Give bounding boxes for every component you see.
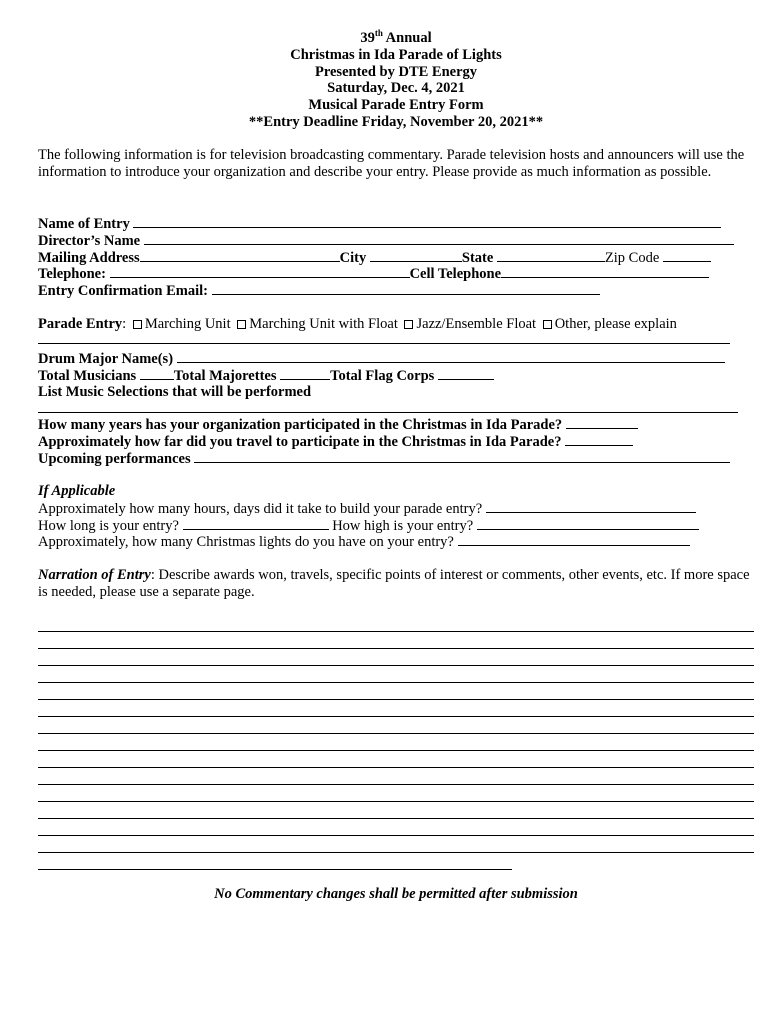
other-explain-field[interactable] (38, 343, 730, 344)
name-of-entry-field[interactable] (133, 215, 721, 228)
music-selections-row: List Music Selections that will be performed (38, 383, 312, 400)
history-section (38, 416, 754, 466)
years-row: How many years has your organization participated in the Christmas in Ida Parade? (38, 416, 754, 433)
narration-line[interactable] (38, 836, 754, 853)
name-of-entry-row: Name of Entry (38, 215, 754, 232)
narration-line[interactable] (38, 717, 754, 734)
parade-entry-section (38, 316, 754, 344)
narration-line[interactable] (38, 768, 754, 785)
checkbox-jazz-ensemble-float[interactable] (404, 320, 413, 329)
travel-field[interactable] (565, 433, 633, 446)
checkbox-marching-unit[interactable] (133, 320, 142, 329)
travel-row: Approximately how far did you travel to participate in the Christmas in Ida Parade? (38, 433, 754, 450)
narration-section: Narration of Entry: Describe awards won, travels, specific points of interest or comments, other events, etc. If more space is needed, please use a separate page. (38, 567, 750, 600)
drum-major-row: Drum Major Name(s) (38, 350, 754, 367)
parade-entry-row: Parade Entry: Marching Unit Marching Unit with Float Jazz/Ensemble Float Other, please explain (38, 316, 677, 332)
narration-line[interactable] (38, 785, 754, 802)
cell-telephone-field[interactable] (501, 265, 709, 278)
confirmation-email-row: Entry Confirmation Email: (38, 282, 754, 299)
narration-line[interactable] (38, 734, 754, 751)
narration-line[interactable] (38, 666, 754, 683)
mailing-address-field[interactable] (140, 249, 340, 262)
telephone-field[interactable] (110, 265, 410, 278)
header-event-title: Christmas in Ida Parade of Lights (290, 46, 502, 63)
narration-lines[interactable] (38, 615, 754, 870)
lights-row: Approximately, how many Christmas lights do you have on your entry? (38, 533, 754, 550)
directors-name-row: Director’s Name (38, 232, 754, 249)
narration-line[interactable] (38, 615, 754, 632)
applicable-heading: If Applicable (38, 483, 116, 499)
state-field[interactable] (497, 249, 605, 262)
narration-line[interactable] (38, 802, 754, 819)
musicians-section (38, 350, 754, 413)
telephone-row: Telephone: Cell Telephone (38, 265, 754, 282)
form-header (0, 30, 770, 131)
narration-line[interactable] (38, 683, 754, 700)
narration-line-last[interactable] (38, 853, 512, 870)
narration-line[interactable] (38, 649, 754, 666)
narration-line[interactable] (38, 632, 754, 649)
narration-line[interactable] (38, 700, 754, 717)
checkbox-marching-unit-float[interactable] (237, 320, 246, 329)
directors-name-field[interactable] (144, 232, 734, 245)
length-field[interactable] (183, 517, 329, 530)
narration-line[interactable] (38, 819, 754, 836)
header-date: Saturday, Dec. 4, 2021 (327, 80, 465, 97)
size-row: How long is your entry? How high is your entry? (38, 517, 754, 534)
intro-paragraph: The following information is for television broadcasting commentary. Parade television hosts and announcers will use the information to introduce your organization and describe your entry. Please provide as much information as possible. (38, 147, 745, 180)
drum-major-field[interactable] (177, 350, 725, 363)
confirmation-email-field[interactable] (212, 282, 600, 295)
total-majorettes-field[interactable] (280, 367, 330, 380)
total-musicians-field[interactable] (140, 367, 174, 380)
build-time-field[interactable] (486, 500, 696, 513)
header-annual: 39th Annual (360, 28, 432, 46)
height-field[interactable] (477, 517, 699, 530)
header-sponsor: Presented by DTE Energy (314, 63, 478, 80)
build-time-row: Approximately how many hours, days did it take to build your parade entry? (38, 500, 754, 517)
lights-field[interactable] (458, 533, 690, 546)
mailing-address-row: Mailing Address City State Zip Code (38, 249, 754, 266)
entry-info-section (38, 215, 754, 299)
city-field[interactable] (370, 249, 462, 262)
upcoming-field[interactable] (194, 450, 730, 463)
footer-note: No Commentary changes shall be permitted after submission (214, 886, 578, 902)
zip-code-field[interactable] (663, 249, 711, 262)
applicable-section (38, 483, 754, 550)
narration-line[interactable] (38, 751, 754, 768)
upcoming-row: Upcoming performances (38, 450, 754, 467)
years-field[interactable] (566, 416, 638, 429)
header-deadline: **Entry Deadline Friday, November 20, 2021** (248, 113, 544, 130)
music-selections-field[interactable] (38, 412, 738, 413)
checkbox-other[interactable] (543, 320, 552, 329)
total-flag-corps-field[interactable] (438, 367, 494, 380)
header-form-title: Musical Parade Entry Form (308, 97, 484, 114)
totals-row: Total Musicians Total Majorettes Total Flag Corps (38, 367, 754, 384)
